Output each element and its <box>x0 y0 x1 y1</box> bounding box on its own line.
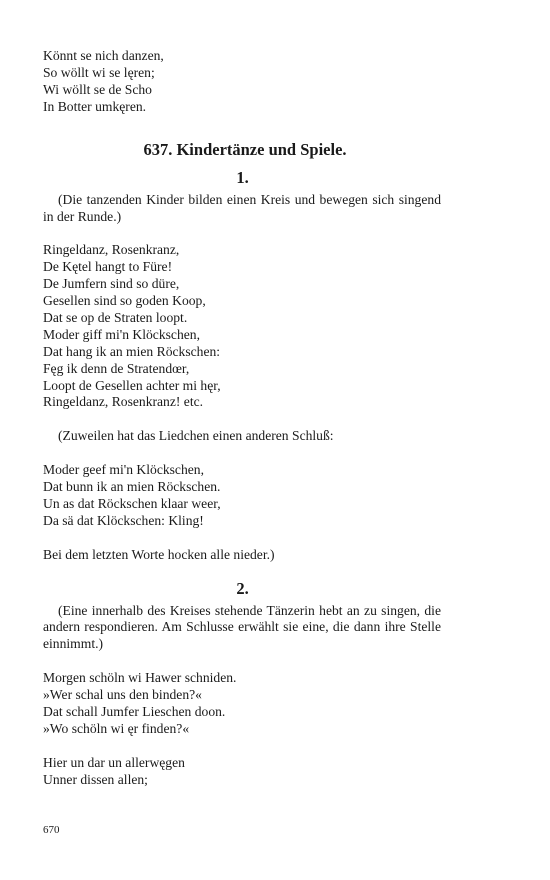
verse-line: Moder giff mi'n Klöckschen, <box>43 326 200 342</box>
page-body <box>43 48 441 788</box>
section-title: 637. Kindertänze und Spiele. <box>143 139 347 159</box>
verse-line: Gesellen sind so goden Koop, <box>43 293 206 309</box>
part2-verse <box>43 670 441 738</box>
part1-alt-verse <box>43 462 441 530</box>
verse-line: Da sä dat Klöckschen: Kling! <box>43 512 204 528</box>
part1-alt-intro: (Zuweilen hat das Liedchen einen anderen Schluß: <box>58 428 334 444</box>
verse-line: So wöllt wi se lęren; <box>43 64 155 80</box>
part1-closing: Bei dem letzten Worte hocken alle nieder.) <box>43 546 275 562</box>
verse-line: Dat se op de Straten loopt. <box>43 309 188 325</box>
verse-line: Fęg ik denn de Stratendœr, <box>43 360 190 376</box>
verse-line: »Wer schal uns den binden?« <box>43 687 202 703</box>
verse-line: Wi wöllt se de Scho <box>43 81 152 97</box>
part-number-1: 1. <box>236 167 249 187</box>
verse-line: Ringeldanz, Rosenkranz, <box>43 242 180 258</box>
verse-line: In Botter umkęren. <box>43 98 147 114</box>
verse-line: Könnt se nich danzen, <box>43 48 164 63</box>
verse-line: Ringeldanz, Rosenkranz! etc. <box>43 394 204 410</box>
verse-line: Loopt de Gesellen achter mi hęr, <box>43 377 221 393</box>
part2-intro: (Eine innerhalb des Kreises stehende Tänzerin hebt an zu singen, die andern respondieren. Am Schlusse erwählt sie eine, die dann ihre Stelle einnimmt.) <box>43 602 441 652</box>
part-number-2: 2. <box>236 578 249 598</box>
part1-intro: (Die tanzenden Kinder bilden einen Kreis und bewegen sich singend in der Runde.) <box>43 191 441 224</box>
verse-line: »Wo schöln wi ęr finden?« <box>43 720 190 736</box>
verse-line: Unner dissen allen; <box>43 771 148 787</box>
opening-verse <box>43 48 441 116</box>
verse-line: Dat schall Jumfer Lieschen doon. <box>43 703 226 719</box>
verse-line: Dat hang ik an mien Röckschen: <box>43 343 221 359</box>
verse-line: Dat bunn ik an mien Röckschen. <box>43 478 221 494</box>
part2-verse-2 <box>43 755 441 789</box>
page-number: 670 <box>43 824 60 836</box>
part1-verse <box>43 242 441 411</box>
verse-line: Morgen schöln wi Hawer schniden. <box>43 670 237 686</box>
verse-line: De Jumfern sind so düre, <box>43 276 180 292</box>
verse-line: De Kętel hangt to Füre! <box>43 259 173 275</box>
verse-line: Un as dat Röckschen klaar weer, <box>43 495 221 511</box>
verse-line: Hier un dar un allerwęgen <box>43 754 185 770</box>
verse-line: Moder geef mi'n Klöckschen, <box>43 462 204 478</box>
